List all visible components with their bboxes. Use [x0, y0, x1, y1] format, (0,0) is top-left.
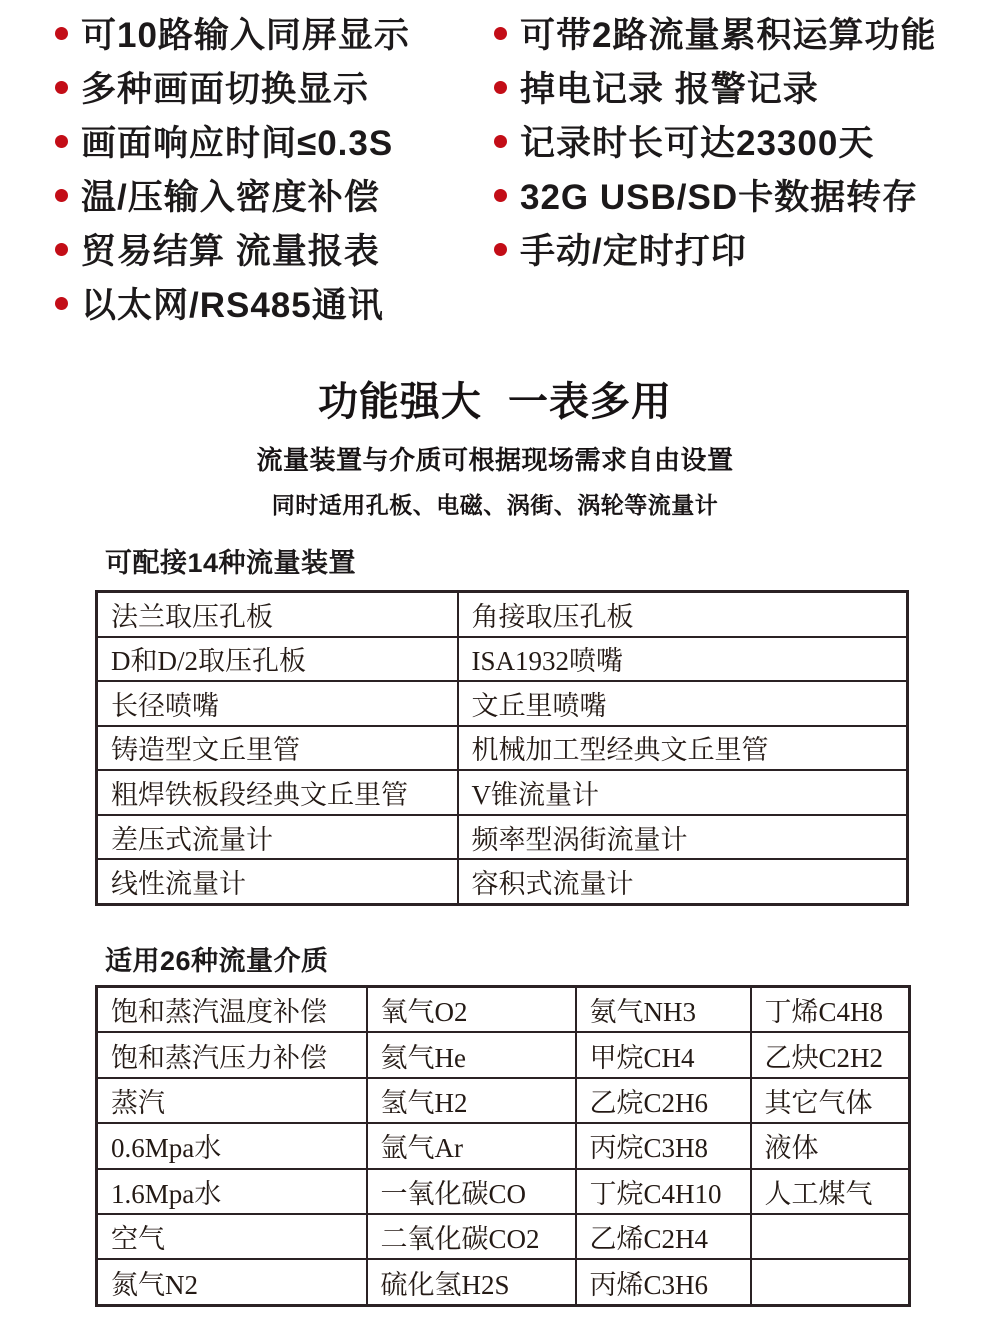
table-cell: 硫化氢H2S [367, 1259, 576, 1305]
heading-subtitle-1: 流量装置与介质可根据现场需求自由设置 [256, 445, 734, 475]
feature-item [55, 6, 410, 60]
table-cell [751, 1259, 910, 1305]
table-row [97, 1214, 910, 1259]
table-row [97, 987, 910, 1033]
table-cell: 频率型涡街流量计 [458, 815, 908, 860]
table-cell: 甲烷CH4 [576, 1032, 751, 1077]
table-cell: ISA1932喷嘴 [458, 637, 908, 682]
table-cell: 1.6Mpa水 [97, 1169, 367, 1214]
table-cell: D和D/2取压孔板 [97, 637, 458, 682]
table-cell: 法兰取压孔板 [97, 592, 458, 637]
bullet-icon [55, 27, 68, 40]
table-cell: 丙烯C3H6 [576, 1259, 751, 1305]
bullet-icon [55, 81, 68, 94]
table-cell: 粗焊铁板段经典文丘里管 [97, 770, 458, 815]
table-row [97, 681, 908, 726]
feature-text: 可带2路流量累积运算功能 [520, 16, 937, 55]
table-row [97, 592, 908, 637]
table-cell: 一氧化碳CO [367, 1169, 576, 1214]
media-table [95, 985, 911, 1307]
table-row [97, 1259, 910, 1305]
bullet-icon [494, 189, 507, 202]
table-cell: 乙炔C2H2 [751, 1032, 910, 1077]
feature-text: 32G USB/SD卡数据转存 [520, 178, 919, 217]
device-table [95, 590, 909, 906]
device-table-title: 可配接14种流量装置 [105, 548, 357, 578]
table-row [97, 770, 908, 815]
feature-item [494, 222, 936, 276]
table-cell: 氩气Ar [367, 1123, 576, 1168]
table-cell: 氢气H2 [367, 1078, 576, 1123]
table-cell: 0.6Mpa水 [97, 1123, 367, 1168]
feature-item [55, 222, 410, 276]
table-cell: 线性流量计 [97, 859, 458, 904]
table-cell: 人工煤气 [751, 1169, 910, 1214]
table-cell: 二氧化碳CO2 [367, 1214, 576, 1259]
table-cell: 乙烯C2H4 [576, 1214, 751, 1259]
table-cell: 氨气NH3 [576, 987, 751, 1033]
table-row [97, 859, 908, 904]
bullet-icon [494, 27, 507, 40]
section-heading [0, 370, 990, 520]
feature-text: 画面响应时间≤0.3S [81, 124, 394, 163]
table-row [97, 815, 908, 860]
feature-text: 多种画面切换显示 [81, 70, 370, 109]
feature-item [55, 114, 410, 168]
bullet-icon [55, 189, 68, 202]
bullet-icon [55, 297, 68, 310]
table-cell: 铸造型文丘里管 [97, 726, 458, 771]
table-cell: 饱和蒸汽压力补偿 [97, 1032, 367, 1077]
media-table-title: 适用26种流量介质 [105, 946, 329, 976]
table-cell: 长径喷嘴 [97, 681, 458, 726]
heading-subtitle-2: 同时适用孔板、电磁、涡街、涡轮等流量计 [271, 492, 719, 518]
feature-item [55, 168, 410, 222]
table-cell: 氦气He [367, 1032, 576, 1077]
table-cell: 空气 [97, 1214, 367, 1259]
feature-text: 温/压输入密度补偿 [81, 178, 380, 217]
feature-item [55, 276, 410, 330]
bullet-icon [494, 243, 507, 256]
bullet-icon [55, 243, 68, 256]
bullet-icon [494, 135, 507, 148]
table-cell: 丙烷C3H8 [576, 1123, 751, 1168]
feature-item [494, 114, 936, 168]
feature-text: 记录时长可达23300天 [520, 124, 875, 163]
table-row [97, 1078, 910, 1123]
feature-item [494, 60, 936, 114]
table-cell: V锥流量计 [458, 770, 908, 815]
table-row [97, 726, 908, 771]
table-cell: 氮气N2 [97, 1259, 367, 1305]
table-cell: 其它气体 [751, 1078, 910, 1123]
table-cell [751, 1214, 910, 1259]
feature-text: 可10路输入同屏显示 [81, 16, 410, 55]
table-row [97, 1169, 910, 1214]
table-row [97, 1123, 910, 1168]
feature-text: 掉电记录 报警记录 [520, 70, 819, 109]
table-cell: 液体 [751, 1123, 910, 1168]
bullet-icon [55, 135, 68, 148]
table-cell: 机械加工型经典文丘里管 [458, 726, 908, 771]
table-cell: 差压式流量计 [97, 815, 458, 860]
table-cell: 角接取压孔板 [458, 592, 908, 637]
feature-list-left [55, 6, 410, 330]
page-title: 功能强大 一表多用 [317, 380, 673, 424]
feature-item [55, 60, 410, 114]
table-cell: 乙烷C2H6 [576, 1078, 751, 1123]
feature-text: 以太网/RS485通讯 [81, 286, 384, 325]
table-cell: 饱和蒸汽温度补偿 [97, 987, 367, 1033]
feature-list-right [494, 6, 936, 276]
bullet-icon [494, 81, 507, 94]
table-cell: 丁烷C4H10 [576, 1169, 751, 1214]
table-row [97, 1032, 910, 1077]
feature-item [494, 6, 936, 60]
table-cell: 蒸汽 [97, 1078, 367, 1123]
table-cell: 容积式流量计 [458, 859, 908, 904]
feature-text: 贸易结算 流量报表 [81, 232, 380, 271]
table-cell: 丁烯C4H8 [751, 987, 910, 1033]
table-row [97, 637, 908, 682]
feature-text: 手动/定时打印 [520, 232, 747, 271]
table-cell: 氧气O2 [367, 987, 576, 1033]
table-cell: 文丘里喷嘴 [458, 681, 908, 726]
feature-item [494, 168, 936, 222]
